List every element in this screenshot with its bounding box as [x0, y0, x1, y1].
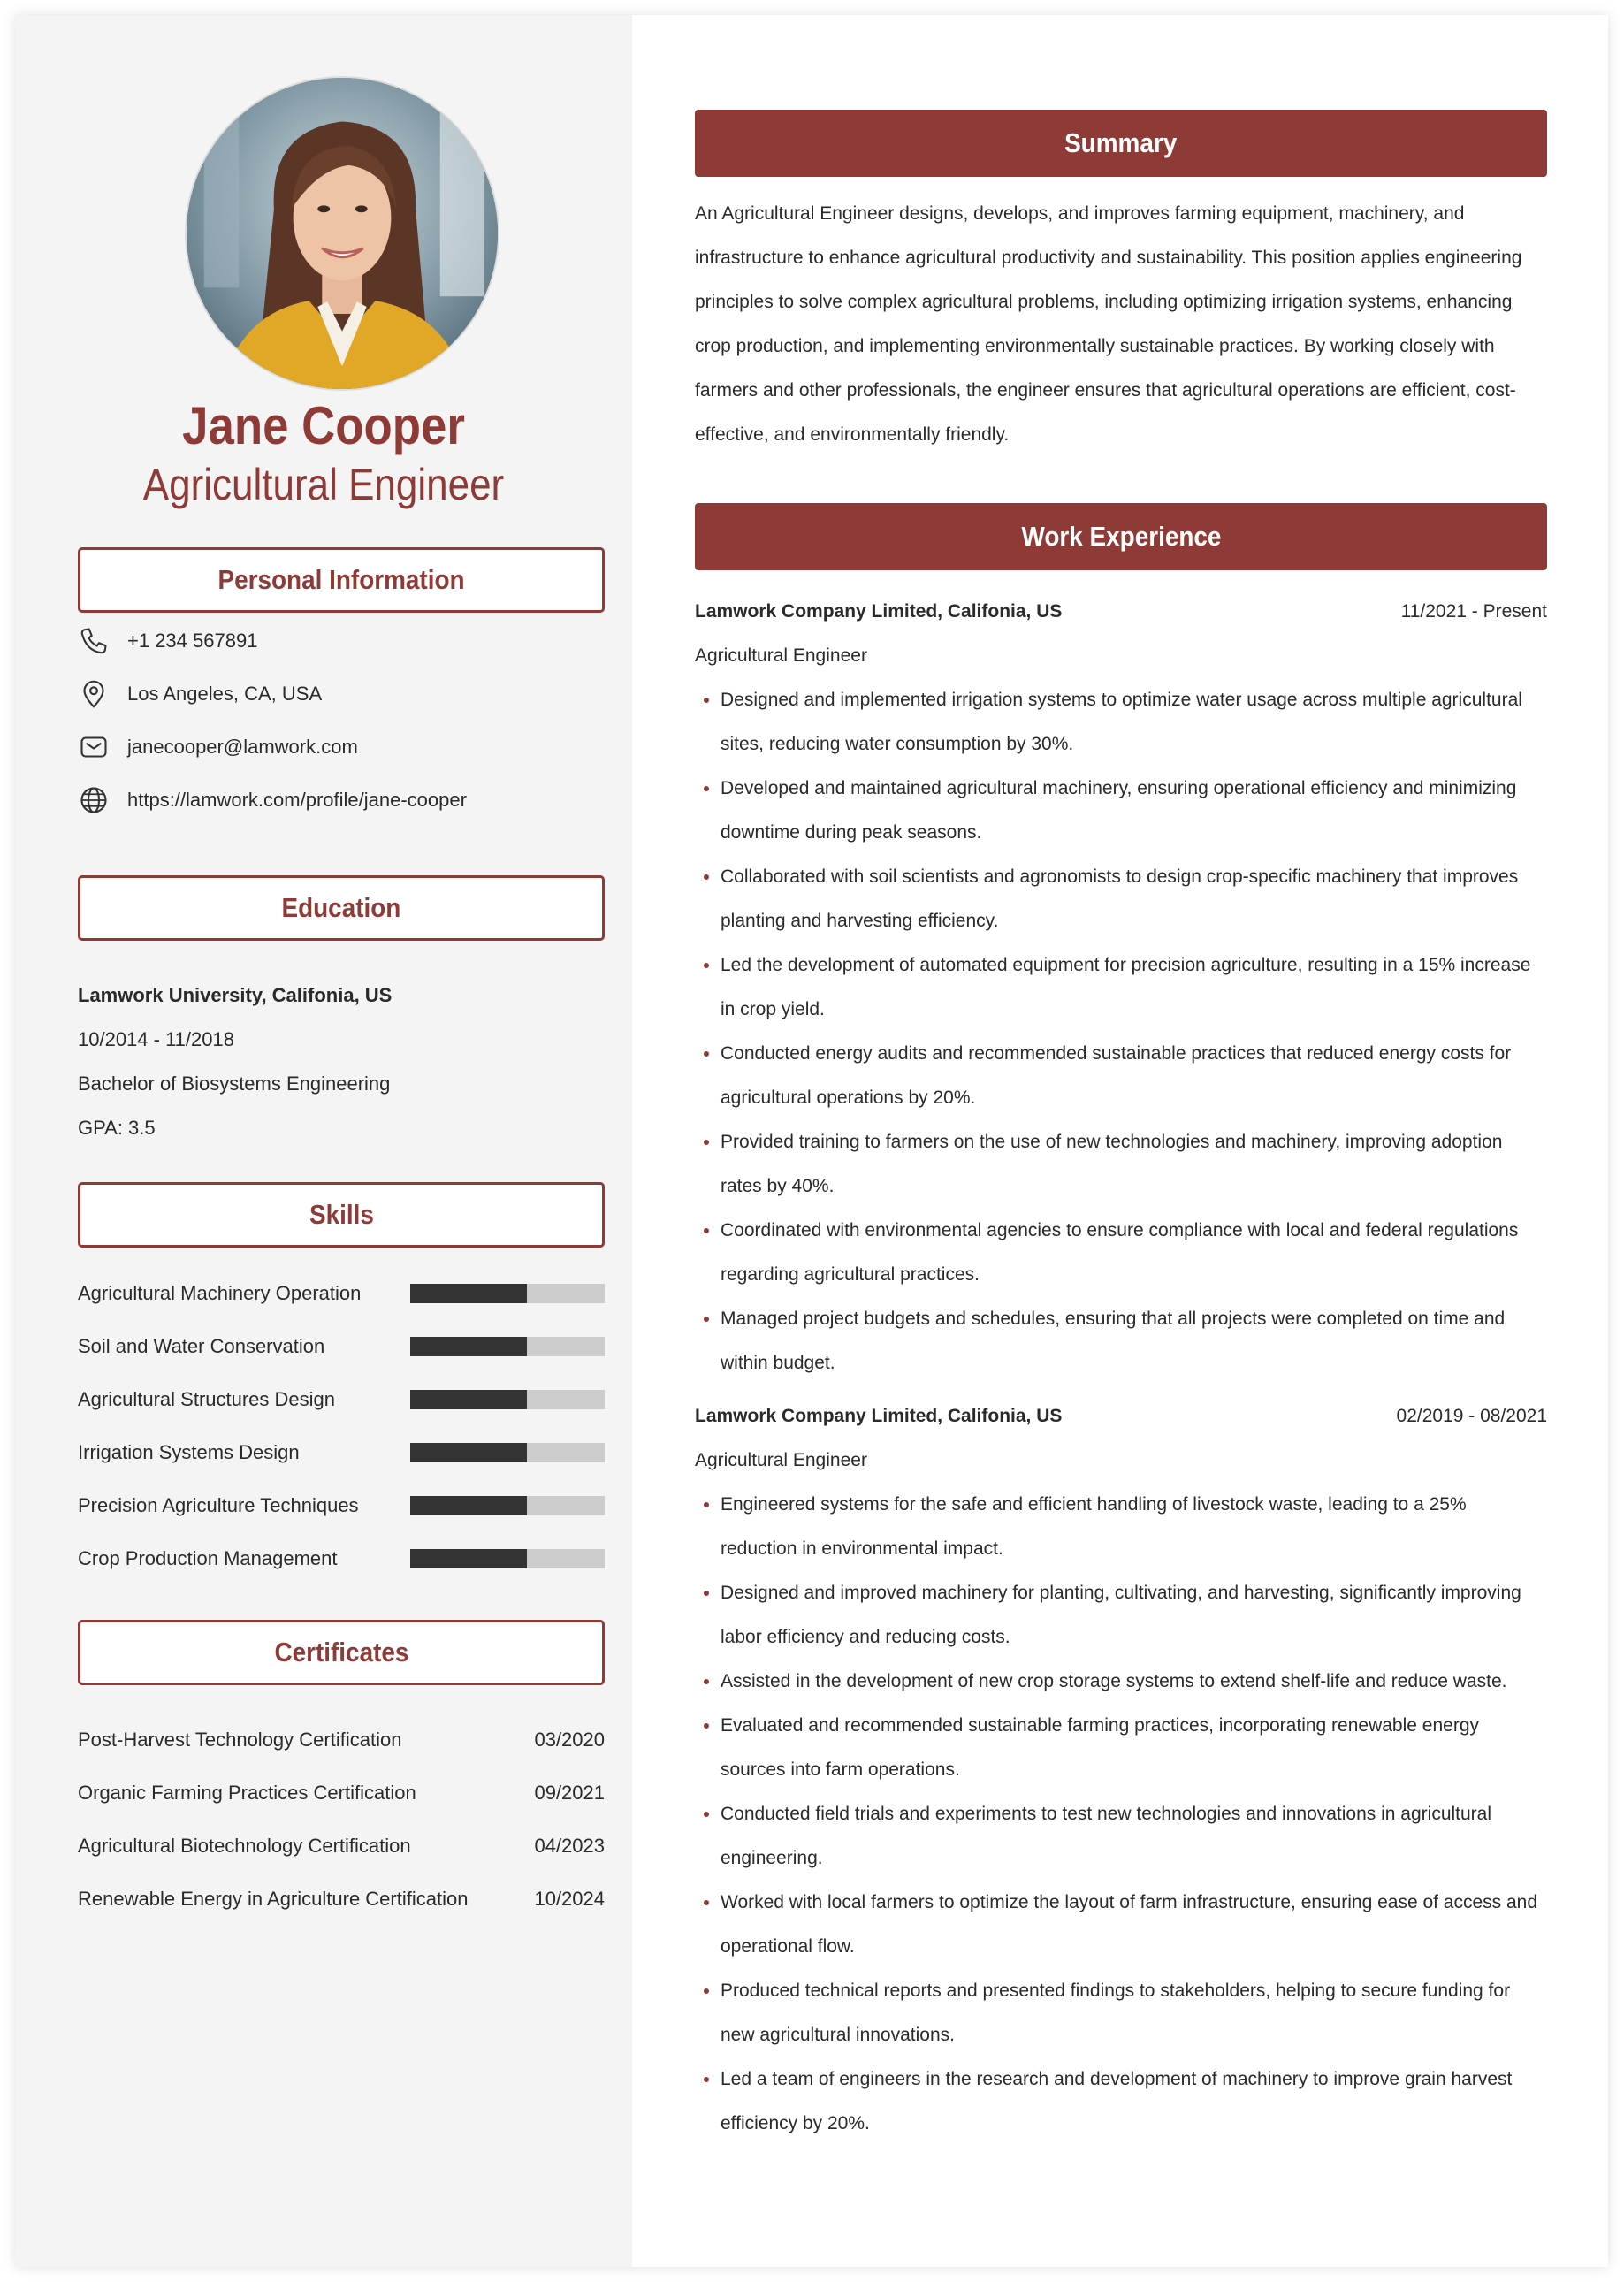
job-bullet: Engineered systems for the safe and efficient handling of livestock waste, leading to a 25% reduction in environmental impact.: [721, 1483, 1547, 1571]
skill-name: Agricultural Structures Design: [78, 1388, 336, 1410]
skill-level-fill: [410, 1549, 527, 1568]
skill-row: [78, 1331, 605, 1362]
job-bullet: Conducted energy audits and recommended sustainable practices that reduced energy costs for agricultural operations by 20%.: [721, 1032, 1547, 1120]
contact-location-text: Los Angeles, CA, USA: [127, 683, 323, 705]
job-bullet: Managed project budgets and schedules, ensuring that all projects were completed on time and within budget.: [721, 1297, 1547, 1385]
certificate-date: 09/2021: [534, 1782, 605, 1804]
job-dates: 11/2021 - Present: [1400, 601, 1547, 622]
skills-heading-label: Skills: [309, 1199, 374, 1230]
certificate-row: [78, 1782, 605, 1805]
job-entry: [695, 590, 1547, 1385]
main-content: [632, 15, 1608, 2267]
job-bullet: Conducted field trials and experiments to test new technologies and innovations in agricultural engineering.: [721, 1792, 1547, 1881]
skills-heading: [78, 1182, 605, 1248]
skill-level-fill: [410, 1337, 527, 1356]
avatar: [185, 76, 499, 391]
education-dates: 10/2014 - 11/2018: [78, 1028, 234, 1050]
job-bullets: [695, 1483, 1547, 2146]
skill-row: [78, 1278, 605, 1309]
job-bullet: Collaborated with soil scientists and agronomists to design crop-specific machinery that improves planting and harvesting efficiency.: [721, 855, 1547, 943]
certificate-name: Renewable Energy in Agriculture Certification: [78, 1888, 469, 1910]
skill-level-fill: [410, 1390, 527, 1409]
skill-row: [78, 1543, 605, 1575]
education-heading-label: Education: [281, 892, 401, 923]
education-degree: Bachelor of Biosystems Engineering: [78, 1072, 391, 1095]
phone-icon: [78, 625, 110, 657]
job-entry: [695, 1394, 1547, 2146]
job-bullet: Provided training to farmers on the use of new technologies and machinery, improving adoption rates by 40%.: [721, 1120, 1547, 1209]
summary-heading: [695, 110, 1547, 177]
sidebar: [15, 15, 632, 2267]
job-company: Lamwork Company Limited, Califonia, US: [695, 601, 1063, 622]
contact-email-text[interactable]: janecooper@lamwork.com: [127, 736, 358, 758]
education-gpa: GPA: 3.5: [78, 1117, 156, 1139]
skill-name: Precision Agriculture Techniques: [78, 1494, 359, 1516]
skill-level-fill: [410, 1496, 527, 1515]
resume-page: [15, 15, 1608, 2267]
skill-row: [78, 1384, 605, 1416]
work-experience-heading: [695, 503, 1547, 570]
candidate-name: Jane Cooper: [182, 396, 465, 455]
skill-name: Crop Production Management: [78, 1547, 338, 1569]
job-bullets: [695, 678, 1547, 1385]
skill-row: [78, 1437, 605, 1469]
work-experience-heading-label: Work Experience: [1021, 521, 1221, 552]
job-bullet: Worked with local farmers to optimize the layout of farm infrastructure, ensuring ease of access and operational flow.: [721, 1881, 1547, 1969]
summary-heading-label: Summary: [1064, 127, 1178, 158]
contact-phone: [78, 623, 257, 659]
education-school: Lamwork University, Califonia, US: [78, 984, 393, 1006]
job-dates: 02/2019 - 08/2021: [1396, 1406, 1547, 1426]
contact-email: [78, 729, 358, 765]
contact-phone-text: +1 234 567891: [127, 630, 258, 652]
skill-name: Soil and Water Conservation: [78, 1335, 325, 1357]
certificate-row: [78, 1835, 605, 1858]
job-bullet: Produced technical reports and presented findings to stakeholders, helping to secure funding for new agricultural innovations.: [721, 1969, 1547, 2057]
education-heading: [78, 875, 605, 941]
job-header: [695, 1394, 1547, 1439]
job-title: Agricultural Engineer: [695, 645, 867, 666]
skill-name: Agricultural Machinery Operation: [78, 1282, 362, 1304]
job-bullet: Led a team of engineers in the research and development of machinery to improve grain harvest efficiency by 20%.: [721, 2057, 1547, 2146]
location-pin-icon: [78, 678, 110, 710]
job-bullet: Led the development of automated equipment for precision agriculture, resulting in a 15% increase in crop yield.: [721, 943, 1547, 1032]
personal-info-heading: [78, 547, 605, 613]
skill-row: [78, 1490, 605, 1522]
certificate-name: Post-Harvest Technology Certification: [78, 1729, 402, 1751]
contact-website-text[interactable]: https://lamwork.com/profile/jane-cooper: [127, 789, 467, 811]
certificate-date: 10/2024: [534, 1888, 605, 1910]
job-bullet: Evaluated and recommended sustainable farming practices, incorporating renewable energy sources into farm operations.: [721, 1704, 1547, 1792]
summary-text: An Agricultural Engineer designs, develops, and improves farming equipment, machinery, and infrastructure to enhance agricultural productivity and sustainability. This position applies engineering principles to solve complex agricultural problems, including optimizing irrigation systems, enhancing crop production, and implementing environmentally sustainable practices. By working closely with farmers and other professionals, the engineer ensures that agricultural operations are efficient, cost-effective, and environmentally friendly.: [695, 203, 1522, 445]
skill-level-fill: [410, 1284, 527, 1303]
job-company: Lamwork Company Limited, Califonia, US: [695, 1406, 1063, 1426]
job-bullet: Developed and maintained agricultural machinery, ensuring operational efficiency and minimizing downtime during peak seasons.: [721, 767, 1547, 855]
certificate-name: Agricultural Biotechnology Certification: [78, 1835, 411, 1857]
job-title: Agricultural Engineer: [695, 1450, 867, 1470]
profile-photo: [187, 78, 498, 389]
skill-level-bar: [410, 1496, 605, 1515]
job-bullet: Designed and implemented irrigation systems to optimize water usage across multiple agricultural sites, reducing water consumption by 30%.: [721, 678, 1547, 767]
job-bullet: Coordinated with environmental agencies to ensure compliance with local and federal regulations regarding agricultural practices.: [721, 1209, 1547, 1297]
skill-level-bar: [410, 1443, 605, 1462]
skill-level-bar: [410, 1390, 605, 1409]
certificate-row: [78, 1888, 605, 1911]
contact-website: [78, 782, 467, 818]
mail-icon: [78, 731, 110, 763]
job-bullet: Designed and improved machinery for planting, cultivating, and harvesting, significantly improving labor efficiency and reducing costs.: [721, 1571, 1547, 1660]
skill-level-bar: [410, 1337, 605, 1356]
candidate-role: Agricultural Engineer: [142, 460, 505, 509]
certificates-heading-label: Certificates: [274, 1637, 408, 1668]
certificate-date: 03/2020: [534, 1729, 605, 1751]
job-header: [695, 590, 1547, 634]
skill-level-bar: [410, 1549, 605, 1568]
personal-info-heading-label: Personal Information: [217, 564, 465, 595]
globe-icon: [78, 784, 110, 816]
skill-level-fill: [410, 1443, 527, 1462]
certificate-name: Organic Farming Practices Certification: [78, 1782, 416, 1804]
job-bullet: Assisted in the development of new crop storage systems to extend shelf-life and reduce waste.: [721, 1660, 1547, 1704]
skill-level-bar: [410, 1284, 605, 1303]
certificate-date: 04/2023: [534, 1835, 605, 1857]
certificates-heading: [78, 1620, 605, 1685]
skill-name: Irrigation Systems Design: [78, 1441, 300, 1463]
certificate-row: [78, 1729, 605, 1752]
contact-location: [78, 676, 322, 712]
